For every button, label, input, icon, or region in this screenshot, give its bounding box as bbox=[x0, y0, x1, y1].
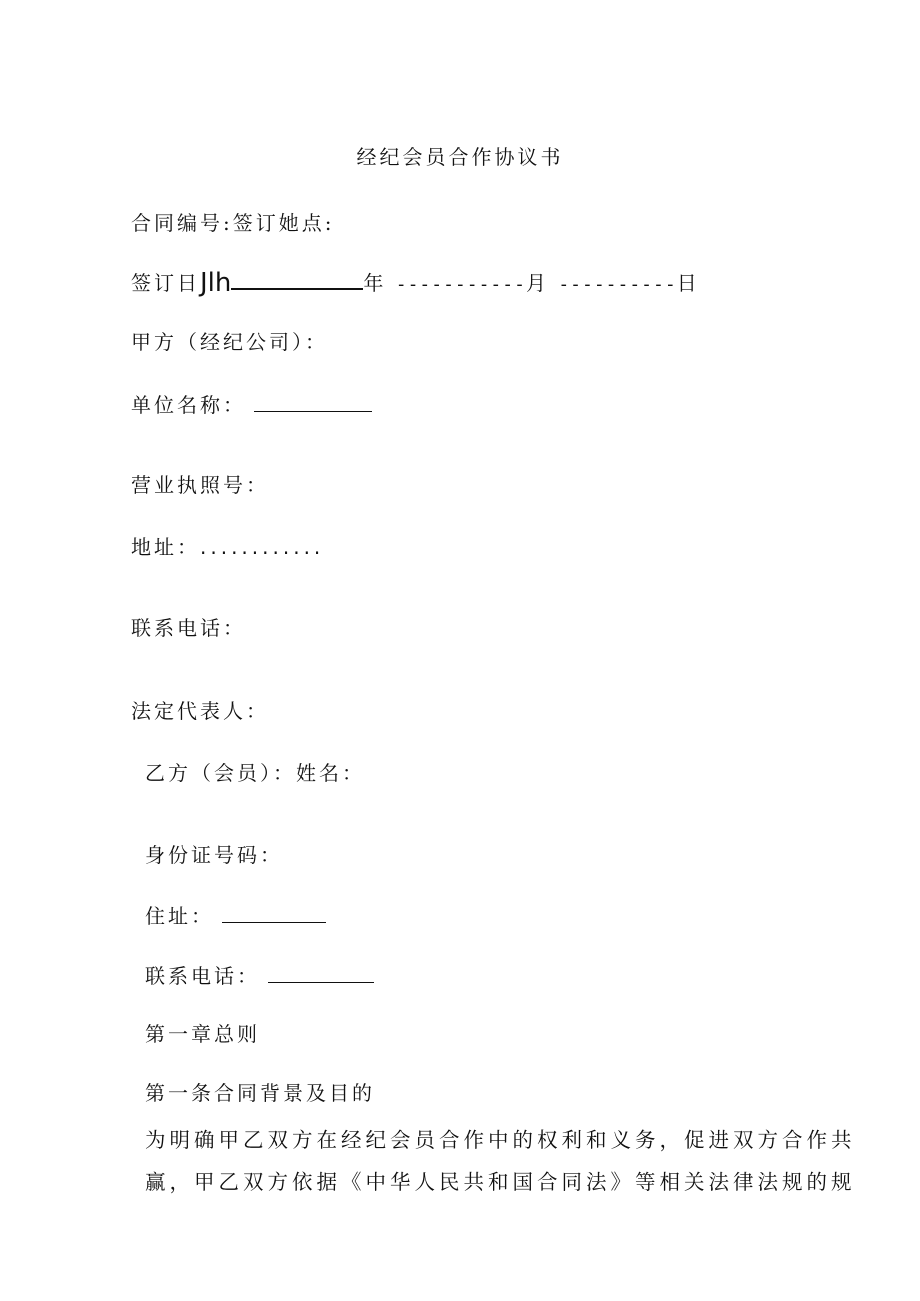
unit-name-blank bbox=[254, 393, 372, 412]
day-label: 日 bbox=[676, 271, 700, 295]
month-dashes: ----------- bbox=[395, 274, 526, 295]
month-label: 月 bbox=[525, 271, 549, 295]
party-a-heading: 甲方（经纪公司）： bbox=[131, 330, 328, 354]
party-a-address-label: 地址： bbox=[131, 535, 200, 559]
article-1-body-line-2: 赢，甲乙双方依据《中华人民共和国合同法》等相关法律法规的规 bbox=[145, 1170, 856, 1194]
party-a-address-line bbox=[131, 533, 324, 561]
party-b-heading: 乙方（会员）：姓名： bbox=[145, 761, 365, 785]
party-b-phone-blank bbox=[268, 964, 374, 983]
year-blank bbox=[231, 266, 363, 290]
sign-date-label: 签订日 bbox=[131, 271, 200, 295]
party-b-id-label: 身份证号码： bbox=[145, 843, 283, 867]
year-label: 年 bbox=[363, 271, 387, 295]
chapter-1-heading: 第一章总则 bbox=[145, 1022, 260, 1046]
party-b-address-blank bbox=[222, 904, 326, 923]
party-a-address-dots: ............ bbox=[200, 535, 325, 559]
article-1-title: 第一条合同背景及目的 bbox=[145, 1081, 375, 1105]
unit-name-label: 单位名称： bbox=[131, 393, 246, 417]
day-dashes: ---------- bbox=[558, 274, 677, 295]
party-a-legal-rep-label: 法定代表人： bbox=[131, 699, 269, 723]
party-b-phone-label: 联系电话： bbox=[145, 964, 260, 988]
sign-date-line bbox=[131, 266, 700, 299]
party-b-address-line bbox=[145, 902, 326, 930]
article-1-body-line-1: 为明确甲乙双方在经纪会员合作中的权利和义务，促进双方合作共 bbox=[145, 1128, 856, 1152]
document-title: 经纪会员合作协议书 bbox=[356, 145, 564, 169]
party-b-phone-line bbox=[145, 962, 374, 990]
party-a-phone-label: 联系电话： bbox=[131, 616, 246, 640]
sign-date-scrawl: Jlh bbox=[200, 268, 232, 298]
party-a-license-label: 营业执照号： bbox=[131, 473, 269, 497]
party-a-unit-name-line bbox=[131, 391, 372, 419]
contract-number-and-place-line: 合同编号:签订她点: bbox=[131, 211, 335, 235]
party-b-address-label: 住址： bbox=[145, 904, 214, 928]
